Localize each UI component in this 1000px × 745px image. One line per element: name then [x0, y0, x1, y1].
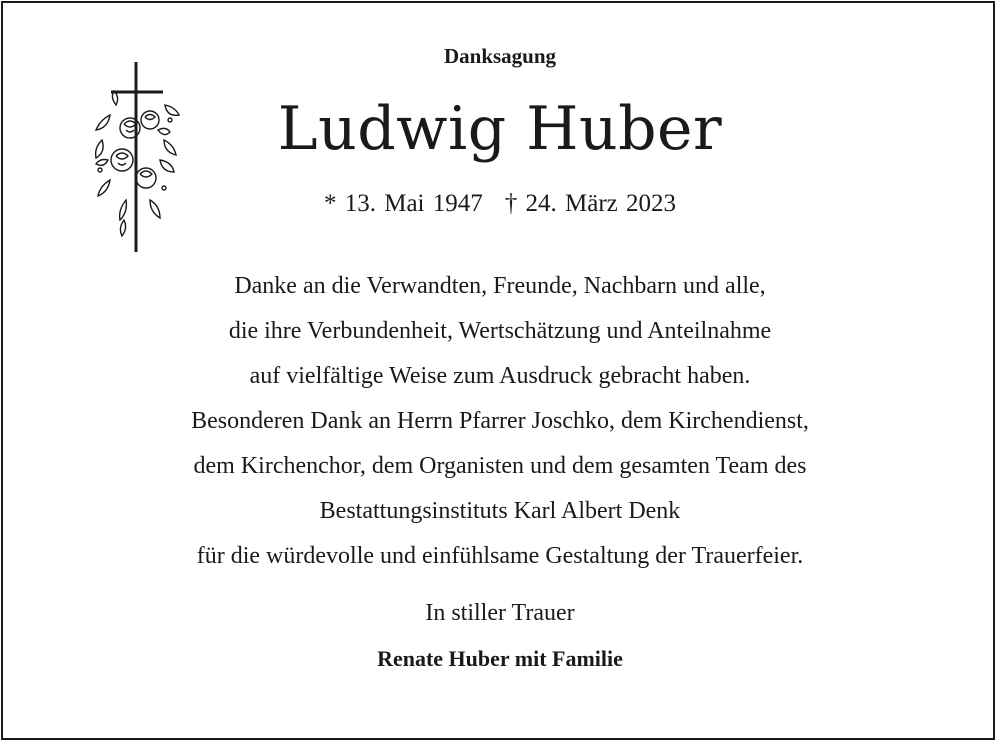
thanks-line: Besonderen Dank an Herrn Pfarrer Joschko, dem Kirchendienst, [191, 408, 809, 434]
closing-phrase: In stiller Trauer [425, 600, 575, 626]
death-date: † 24. März 2023 [504, 190, 677, 217]
thanks-line: dem Kirchenchor, dem Organisten und dem gesamten Team des [193, 453, 807, 479]
birth-date: * 13. Mai 1947 [323, 190, 483, 217]
thanks-line: Bestattungsinstituts Karl Albert Denk [319, 498, 681, 524]
signature: Renate Huber mit Familie [377, 646, 623, 671]
deceased-name: Ludwig Huber [277, 94, 723, 164]
thanks-line: für die würdevolle und einfühlsame Gestaltung der Trauerfeier. [196, 543, 804, 569]
thanks-text [0, 264, 1000, 579]
thanks-line: auf vielfältige Weise zum Ausdruck gebracht haben. [249, 363, 751, 389]
life-dates [0, 190, 1000, 218]
thanks-line: die ihre Verbundenheit, Wertschätzung und Anteilnahme [228, 318, 772, 344]
thanks-line: Danke an die Verwandten, Freunde, Nachbarn und alle, [234, 273, 766, 299]
notice-heading: Danksagung [443, 44, 557, 68]
